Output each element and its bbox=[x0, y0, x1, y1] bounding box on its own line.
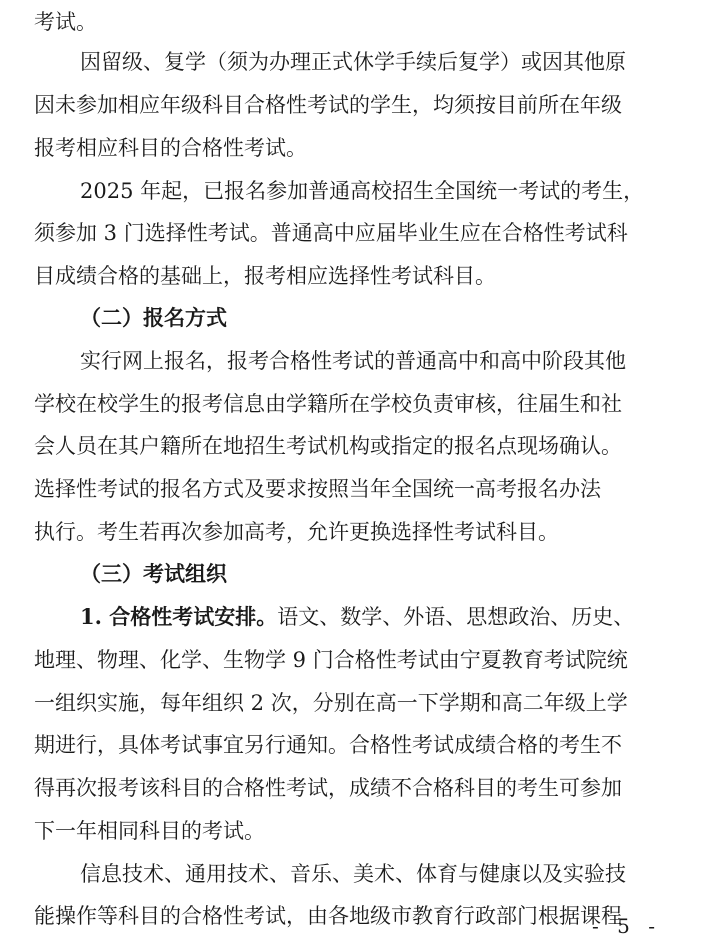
section-heading: （三）考试组织 bbox=[80, 561, 227, 586]
text-line: 能操作等科目的合格性考试，由各地级市教育行政部门根据课程 bbox=[34, 904, 622, 928]
text-line: 选择性考试的报名方式及要求按照当年全国统一高考报名办法 bbox=[34, 477, 601, 501]
text-line: 一组织实施，每年组织 2 次，分别在高一下学期和高二年级上学 bbox=[34, 691, 628, 715]
text-line: 下一年相同科目的考试。 bbox=[34, 819, 265, 843]
subsection-lead: 1. 合格性考试安排。 bbox=[80, 604, 278, 629]
page-number: - 5 - bbox=[592, 914, 661, 938]
text-line: 实行网上报名，报考合格性考试的普通高中和高中阶段其他 bbox=[80, 349, 626, 373]
text-line: 期进行，具体考试事宜另行通知。合格性考试成绩合格的考生不 bbox=[34, 733, 622, 757]
text-line: 报考相应科目的合格性考试。 bbox=[34, 136, 307, 160]
text-line: 执行。考生若再次参加高考，允许更换选择性考试科目。 bbox=[34, 520, 559, 544]
text-line: 2025 年起，已报名参加普通高校招生全国统一考试的考生， bbox=[80, 179, 645, 203]
text-line: 因留级、复学（须为办理正式休学手续后复学）或因其他原 bbox=[80, 50, 626, 74]
text-line: 考试。 bbox=[34, 10, 97, 34]
text-line: 因未参加相应年级科目合格性考试的学生，均须按目前所在年级 bbox=[34, 93, 622, 117]
text-line bbox=[80, 603, 668, 631]
text-line: 信息技术、通用技术、音乐、美术、体育与健康以及实验技 bbox=[80, 862, 626, 886]
text-line: 地理、物理、化学、生物学 9 门合格性考试由宁夏教育考试院统 bbox=[34, 648, 628, 672]
text-line: 目成绩合格的基础上，报考相应选择性考试科目。 bbox=[34, 264, 496, 288]
text-line: 学校在校学生的报考信息由学籍所在学校负责审核，往届生和社 bbox=[34, 392, 622, 416]
text-line: 须参加 3 门选择性考试。普通高中应届毕业生应在合格性考试科 bbox=[34, 221, 628, 245]
text-line: 得再次报考该科目的合格性考试，成绩不合格科目的考生可参加 bbox=[34, 776, 622, 800]
text-line: 会人员在其户籍所在地招生考试机构或指定的报名点现场确认。 bbox=[34, 434, 622, 458]
section-heading: （二）报名方式 bbox=[80, 305, 227, 330]
text-run: 语文、数学、外语、思想政治、历史、 bbox=[277, 605, 635, 629]
